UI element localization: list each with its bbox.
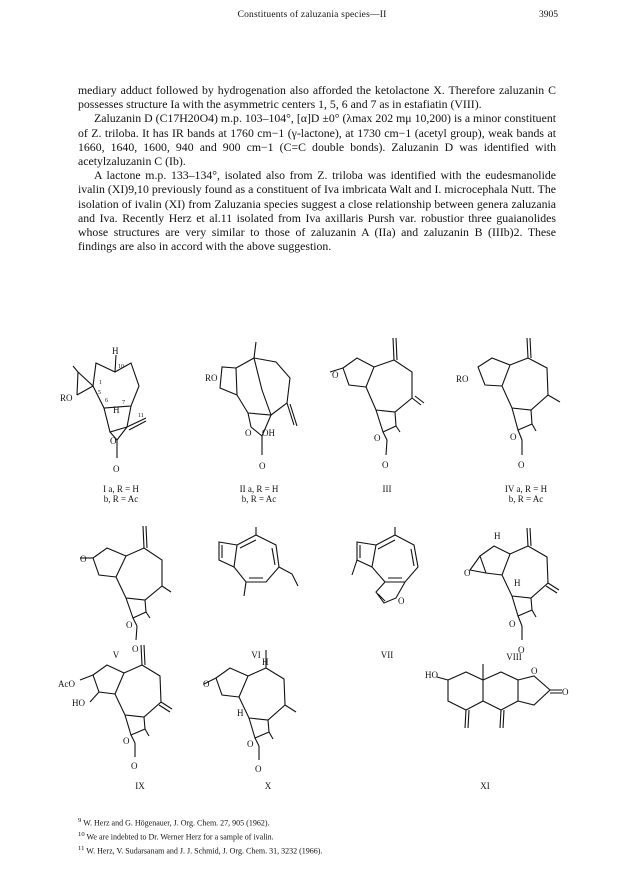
paragraph-3: A lactone m.p. 133–134°, isolated also from Z. triloba was identified with the eudesmanolide ivalin (XI)9,10 previously found as a constituent of Iva imbricata Walt and I. microcephala Nutt. The isolation of ivalin (XI) from Zaluzania species suggest a close relationship between genera zaluzania and Iva. Recently Herz et al.11 isolated from Iva axillaris Pursh var. robustior three guaianolides whose structures are very similar to those of zaluzanin A (IIa) and zaluzanin B (IIIb)2. These findings are also in accord with the above suggestion. bbox=[78, 168, 556, 254]
atom-O-ring: O bbox=[531, 666, 538, 676]
atom-O-ring: O bbox=[247, 739, 254, 749]
svg-text:10: 10 bbox=[118, 364, 124, 370]
label-V: V bbox=[112, 650, 120, 660]
structure-III bbox=[330, 338, 424, 470]
paragraph-1: mediary adduct followed by hydrogenation also afforded the ketolactone X. Therefore zaluzanin C possesses structure Ia with the asymmetric centers 1, 5, 6 and 7 as in estafiatin (VIII). bbox=[78, 83, 556, 112]
svg-text:11: 11 bbox=[138, 413, 144, 419]
structure-I bbox=[60, 346, 146, 474]
atom-H: H bbox=[262, 657, 269, 667]
atom-H: H bbox=[112, 346, 119, 356]
atom-O-2: O bbox=[382, 460, 389, 470]
structure-VIII bbox=[464, 528, 559, 655]
atom-AcO: AcO bbox=[58, 679, 75, 689]
footnote-11: $^{11}$ W. Herz, V. Sudarsanam and J. J. Schmid, J. Org. Chem. 31, 3232 (1966). bbox=[78, 845, 323, 856]
structure-XI bbox=[425, 664, 569, 728]
structure-II bbox=[205, 342, 297, 471]
atom-O: O bbox=[113, 464, 120, 474]
page-number: 3905 bbox=[539, 10, 558, 20]
svg-text:1: 1 bbox=[99, 380, 102, 386]
structure-V bbox=[80, 526, 171, 654]
running-title: Constituents of zaluzania species—II bbox=[237, 10, 387, 20]
atom-O-ring: O bbox=[110, 436, 117, 446]
atom-O-ring: O bbox=[374, 433, 381, 443]
structure-IX bbox=[58, 645, 172, 771]
label-XI: XI bbox=[480, 781, 490, 791]
label-X: X bbox=[264, 781, 272, 791]
atom-RO: RO bbox=[456, 374, 469, 384]
atom-O: O bbox=[131, 761, 138, 771]
label-VIII: VIII bbox=[506, 652, 522, 662]
atom-O-2: O bbox=[132, 644, 139, 654]
atom-HO: HO bbox=[72, 698, 85, 708]
label-VI: VI bbox=[251, 650, 261, 660]
footnotes bbox=[78, 815, 558, 857]
atom-O-ring: O bbox=[510, 432, 517, 442]
atom-O-ring: O bbox=[123, 736, 130, 746]
label-IV: IV a, R = H b, R = Ac bbox=[504, 484, 548, 504]
atom-O-2: O bbox=[518, 645, 525, 655]
atom-O: O bbox=[203, 679, 210, 689]
atom-OH: OH bbox=[262, 428, 275, 438]
atom-O-ring: O bbox=[126, 620, 133, 630]
structure-VI bbox=[219, 527, 298, 596]
svg-text:7: 7 bbox=[122, 400, 125, 406]
paragraph-2: Zaluzanin D (C17H20O4) m.p. 103–104°, [α]D ±0° (λmax 202 mμ 10,200) is a minor constituent of Z. triloba. It has IR bands at 1760 cm−1 (γ-lactone), at 1730 cm−1 (acetyl group), weak bands at 1660, 1640, 1600, 940 and 900 cm−1 (C=C double bonds). Zaluzanin D was identified with acetylzaluzanin C (Ib). bbox=[78, 111, 556, 169]
label-VII: VII bbox=[380, 650, 394, 660]
atom-O: O bbox=[464, 568, 471, 578]
svg-text:5: 5 bbox=[98, 390, 101, 396]
label-I: I a, R = H b, R = Ac bbox=[103, 484, 139, 504]
structure-IV bbox=[456, 338, 560, 470]
atom-H: H bbox=[494, 531, 501, 541]
atom-RO: RO bbox=[205, 373, 218, 383]
atom-O: O bbox=[80, 554, 87, 564]
structure-VII bbox=[352, 527, 418, 606]
structure-X bbox=[203, 650, 296, 774]
atom-HO: HO bbox=[425, 670, 438, 680]
atom-H-2: H bbox=[237, 708, 244, 718]
atom-O-ring: O bbox=[245, 428, 252, 438]
footnote-9: $^9$ W. Herz and G. Högenauer, J. Org. Chem. 27, 905 (1962). bbox=[78, 817, 270, 828]
footnote-10: $^{10}$ We are indebted to Dr. Werner Herz for a sample of ivalin. bbox=[78, 831, 274, 842]
svg-text:6: 6 bbox=[105, 398, 108, 404]
label-IX: IX bbox=[135, 781, 145, 791]
atom-H-2: H bbox=[113, 405, 120, 415]
atom-O-2: O bbox=[255, 764, 262, 774]
label-II: II a, R = H b, R = Ac bbox=[239, 484, 279, 504]
atom-O: O bbox=[332, 370, 339, 380]
label-III: III bbox=[382, 484, 392, 494]
atom-O: O bbox=[398, 596, 405, 606]
atom-O: O bbox=[518, 460, 525, 470]
atom-O: O bbox=[562, 687, 569, 697]
atom-O: O bbox=[259, 461, 266, 471]
atom-O-ring: O bbox=[509, 619, 516, 629]
atom-H-2: H bbox=[514, 578, 521, 588]
atom-RO: RO bbox=[60, 393, 73, 403]
